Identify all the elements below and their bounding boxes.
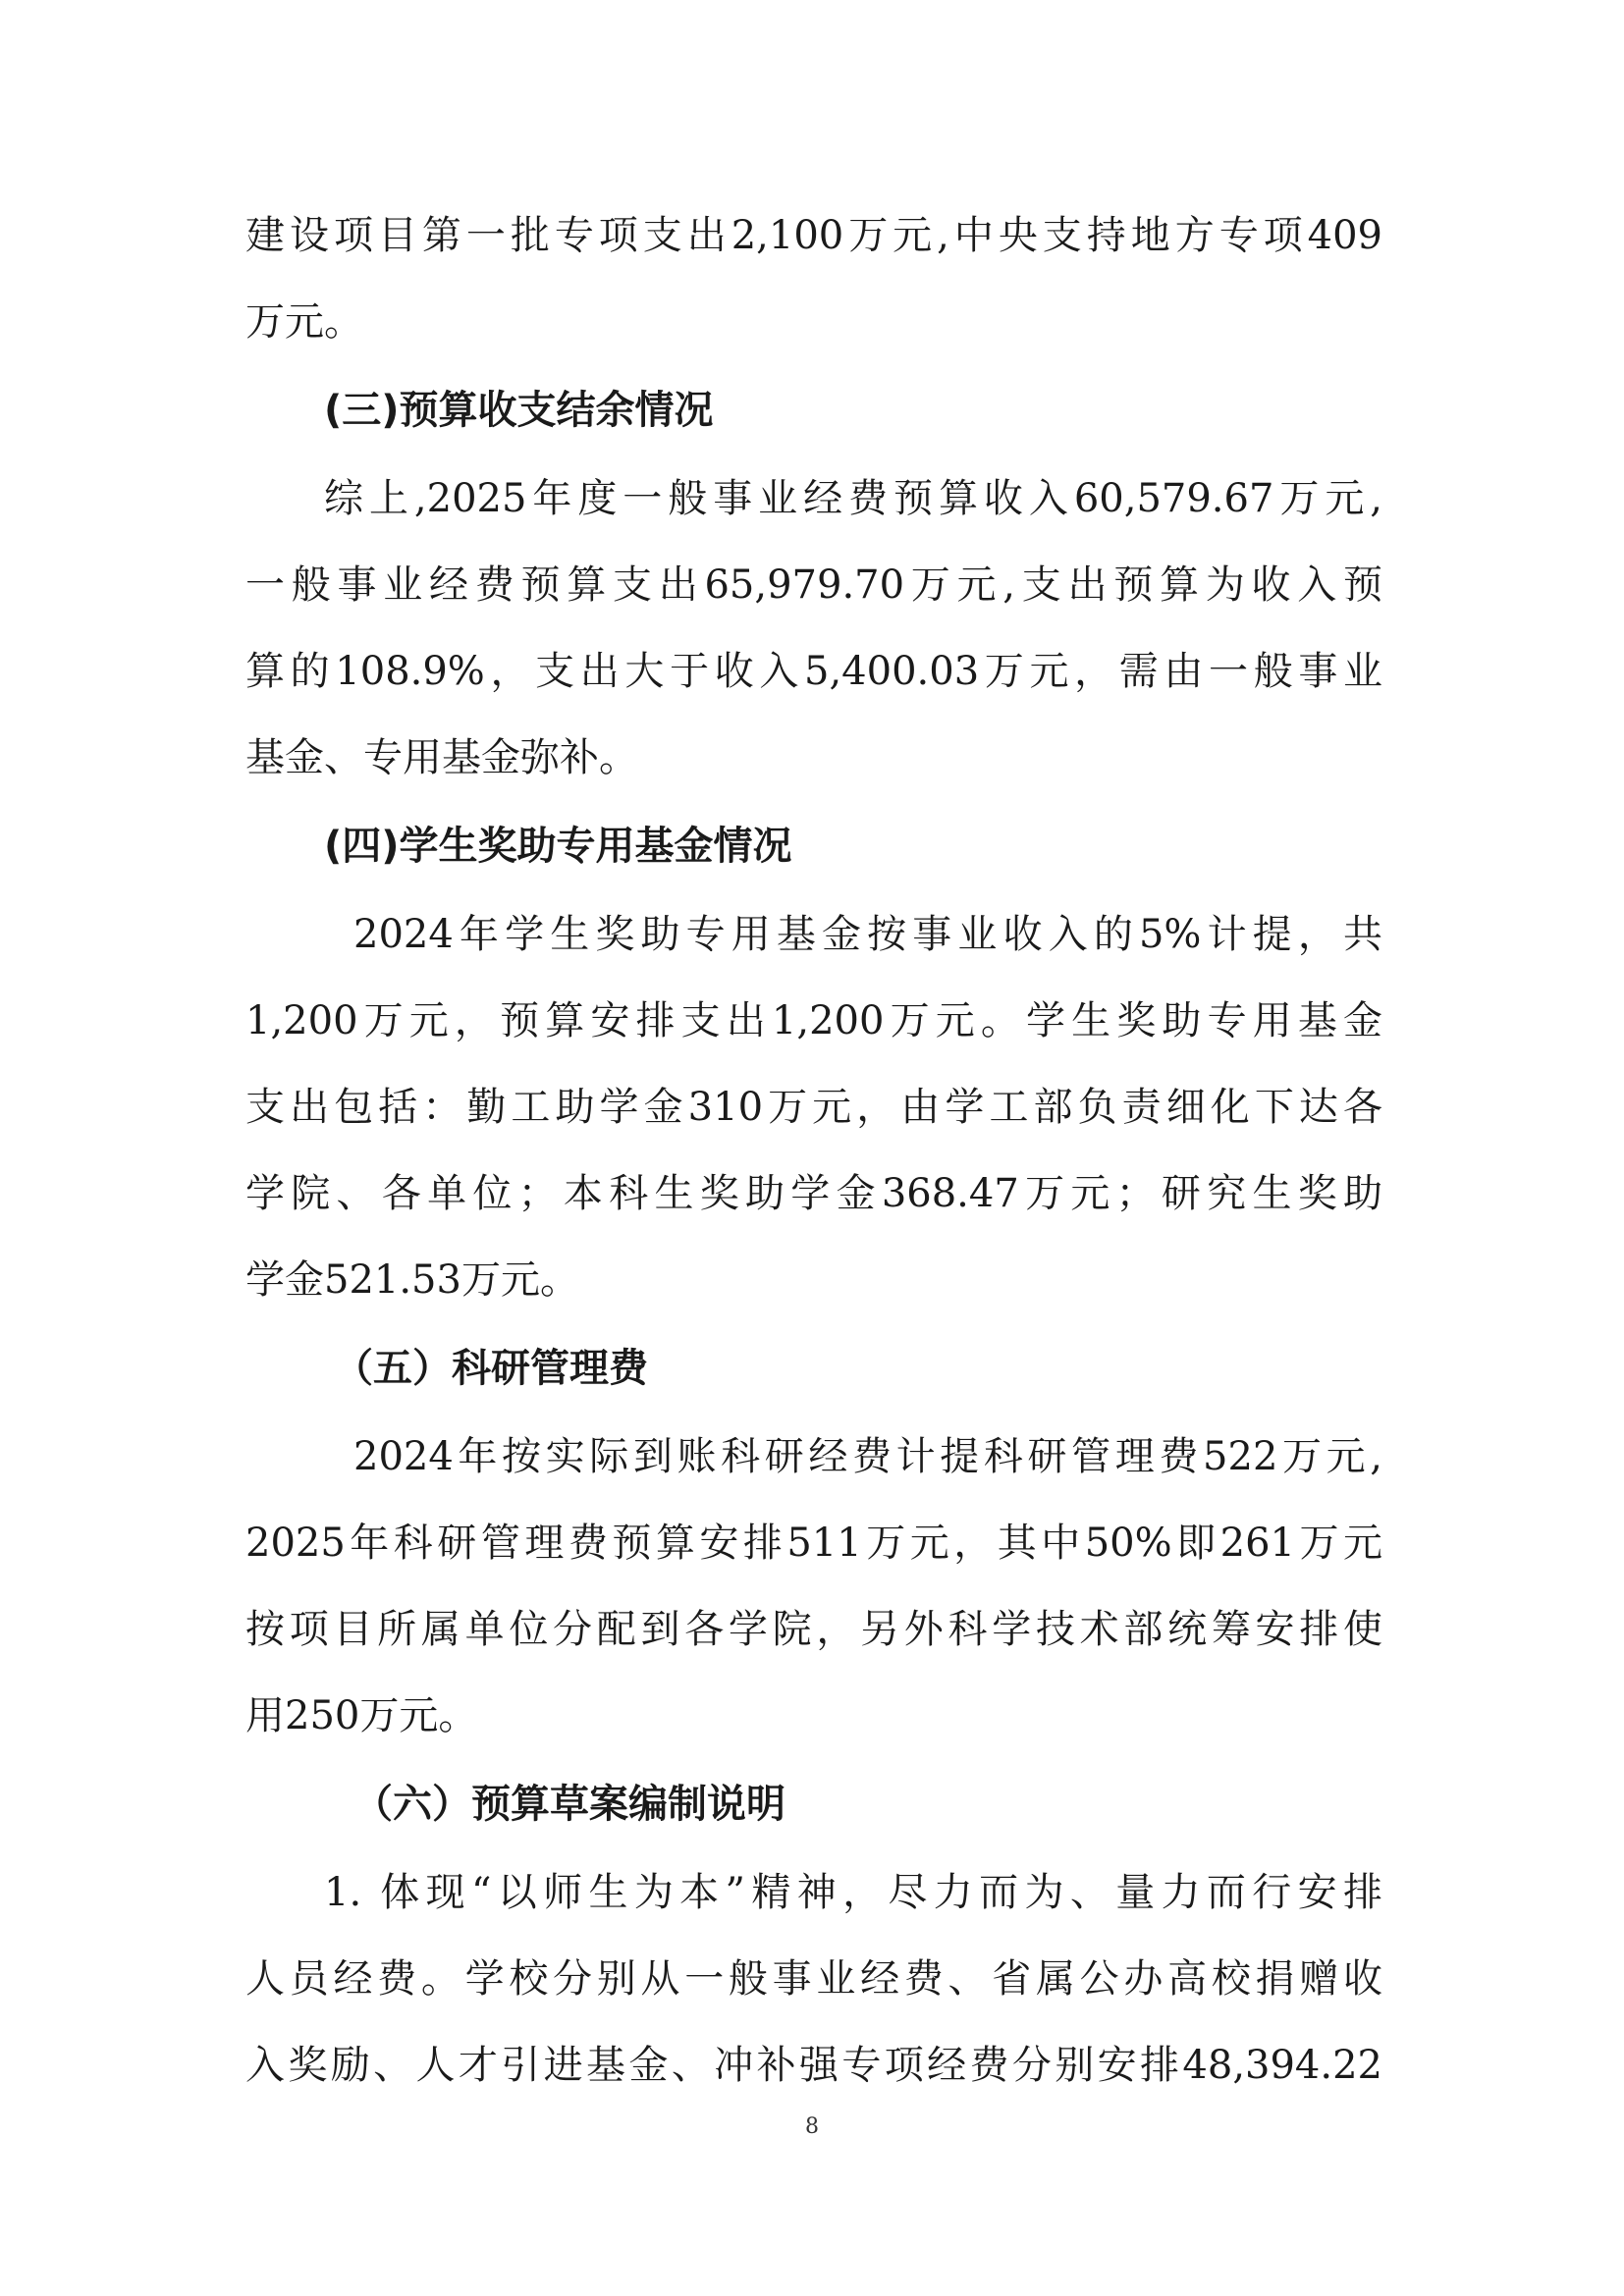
- body-line: 按项目所属单位分配到各学院，另外科学技术部统筹安排使: [245, 1607, 1382, 1652]
- body-line: 学院、各单位；本科生奖助学金368.47万元；研究生奖助: [245, 1171, 1382, 1216]
- section-heading: （五）科研管理费: [334, 1346, 648, 1391]
- body-line: 2024年学生奖助专用基金按事业收入的5%计提，共: [353, 912, 1382, 957]
- section-heading: （六）预算草案编制说明: [353, 1782, 785, 1827]
- body-line: 入奖励、人才引进基金、冲补强专项经费分别安排48,394.22: [245, 2043, 1382, 2088]
- body-line: 综上,2025年度一般事业经费预算收入60,579.67万元,: [324, 476, 1382, 521]
- body-line: 1,200万元，预算安排支出1,200万元。学生奖助专用基金: [245, 998, 1382, 1043]
- body-line: 学金521.53万元。: [245, 1257, 579, 1303]
- body-line: 支出包括：勤工助学金310万元，由学工部负责细化下达各: [245, 1085, 1382, 1130]
- body-line: 2025年科研管理费预算安排511万元，其中50%即261万元: [245, 1521, 1382, 1566]
- body-line: 万元。: [245, 299, 363, 345]
- section-heading: (四)学生奖助专用基金情况: [324, 824, 792, 869]
- body-line: 1. 体现“以师生为本”精神，尽力而为、量力而行安排: [324, 1870, 1382, 1915]
- body-line: 一般事业经费预算支出65,979.70万元,支出预算为收入预: [245, 562, 1382, 608]
- section-heading: (三)预算收支结余情况: [324, 388, 714, 433]
- body-line: 2024年按实际到账科研经费计提科研管理费522万元,: [353, 1434, 1382, 1479]
- body-line: 建设项目第一批专项支出2,100万元,中央支持地方专项409: [245, 213, 1382, 258]
- page-number: 8: [805, 2114, 819, 2139]
- body-line: 基金、专用基金弥补。: [245, 735, 638, 780]
- body-line: 算的108.9%，支出大于收入5,400.03万元，需由一般事业: [245, 649, 1382, 694]
- body-line: 人员经费。学校分别从一般事业经费、省属公办高校捐赠收: [245, 1956, 1382, 2002]
- body-line: 用250万元。: [245, 1693, 478, 1738]
